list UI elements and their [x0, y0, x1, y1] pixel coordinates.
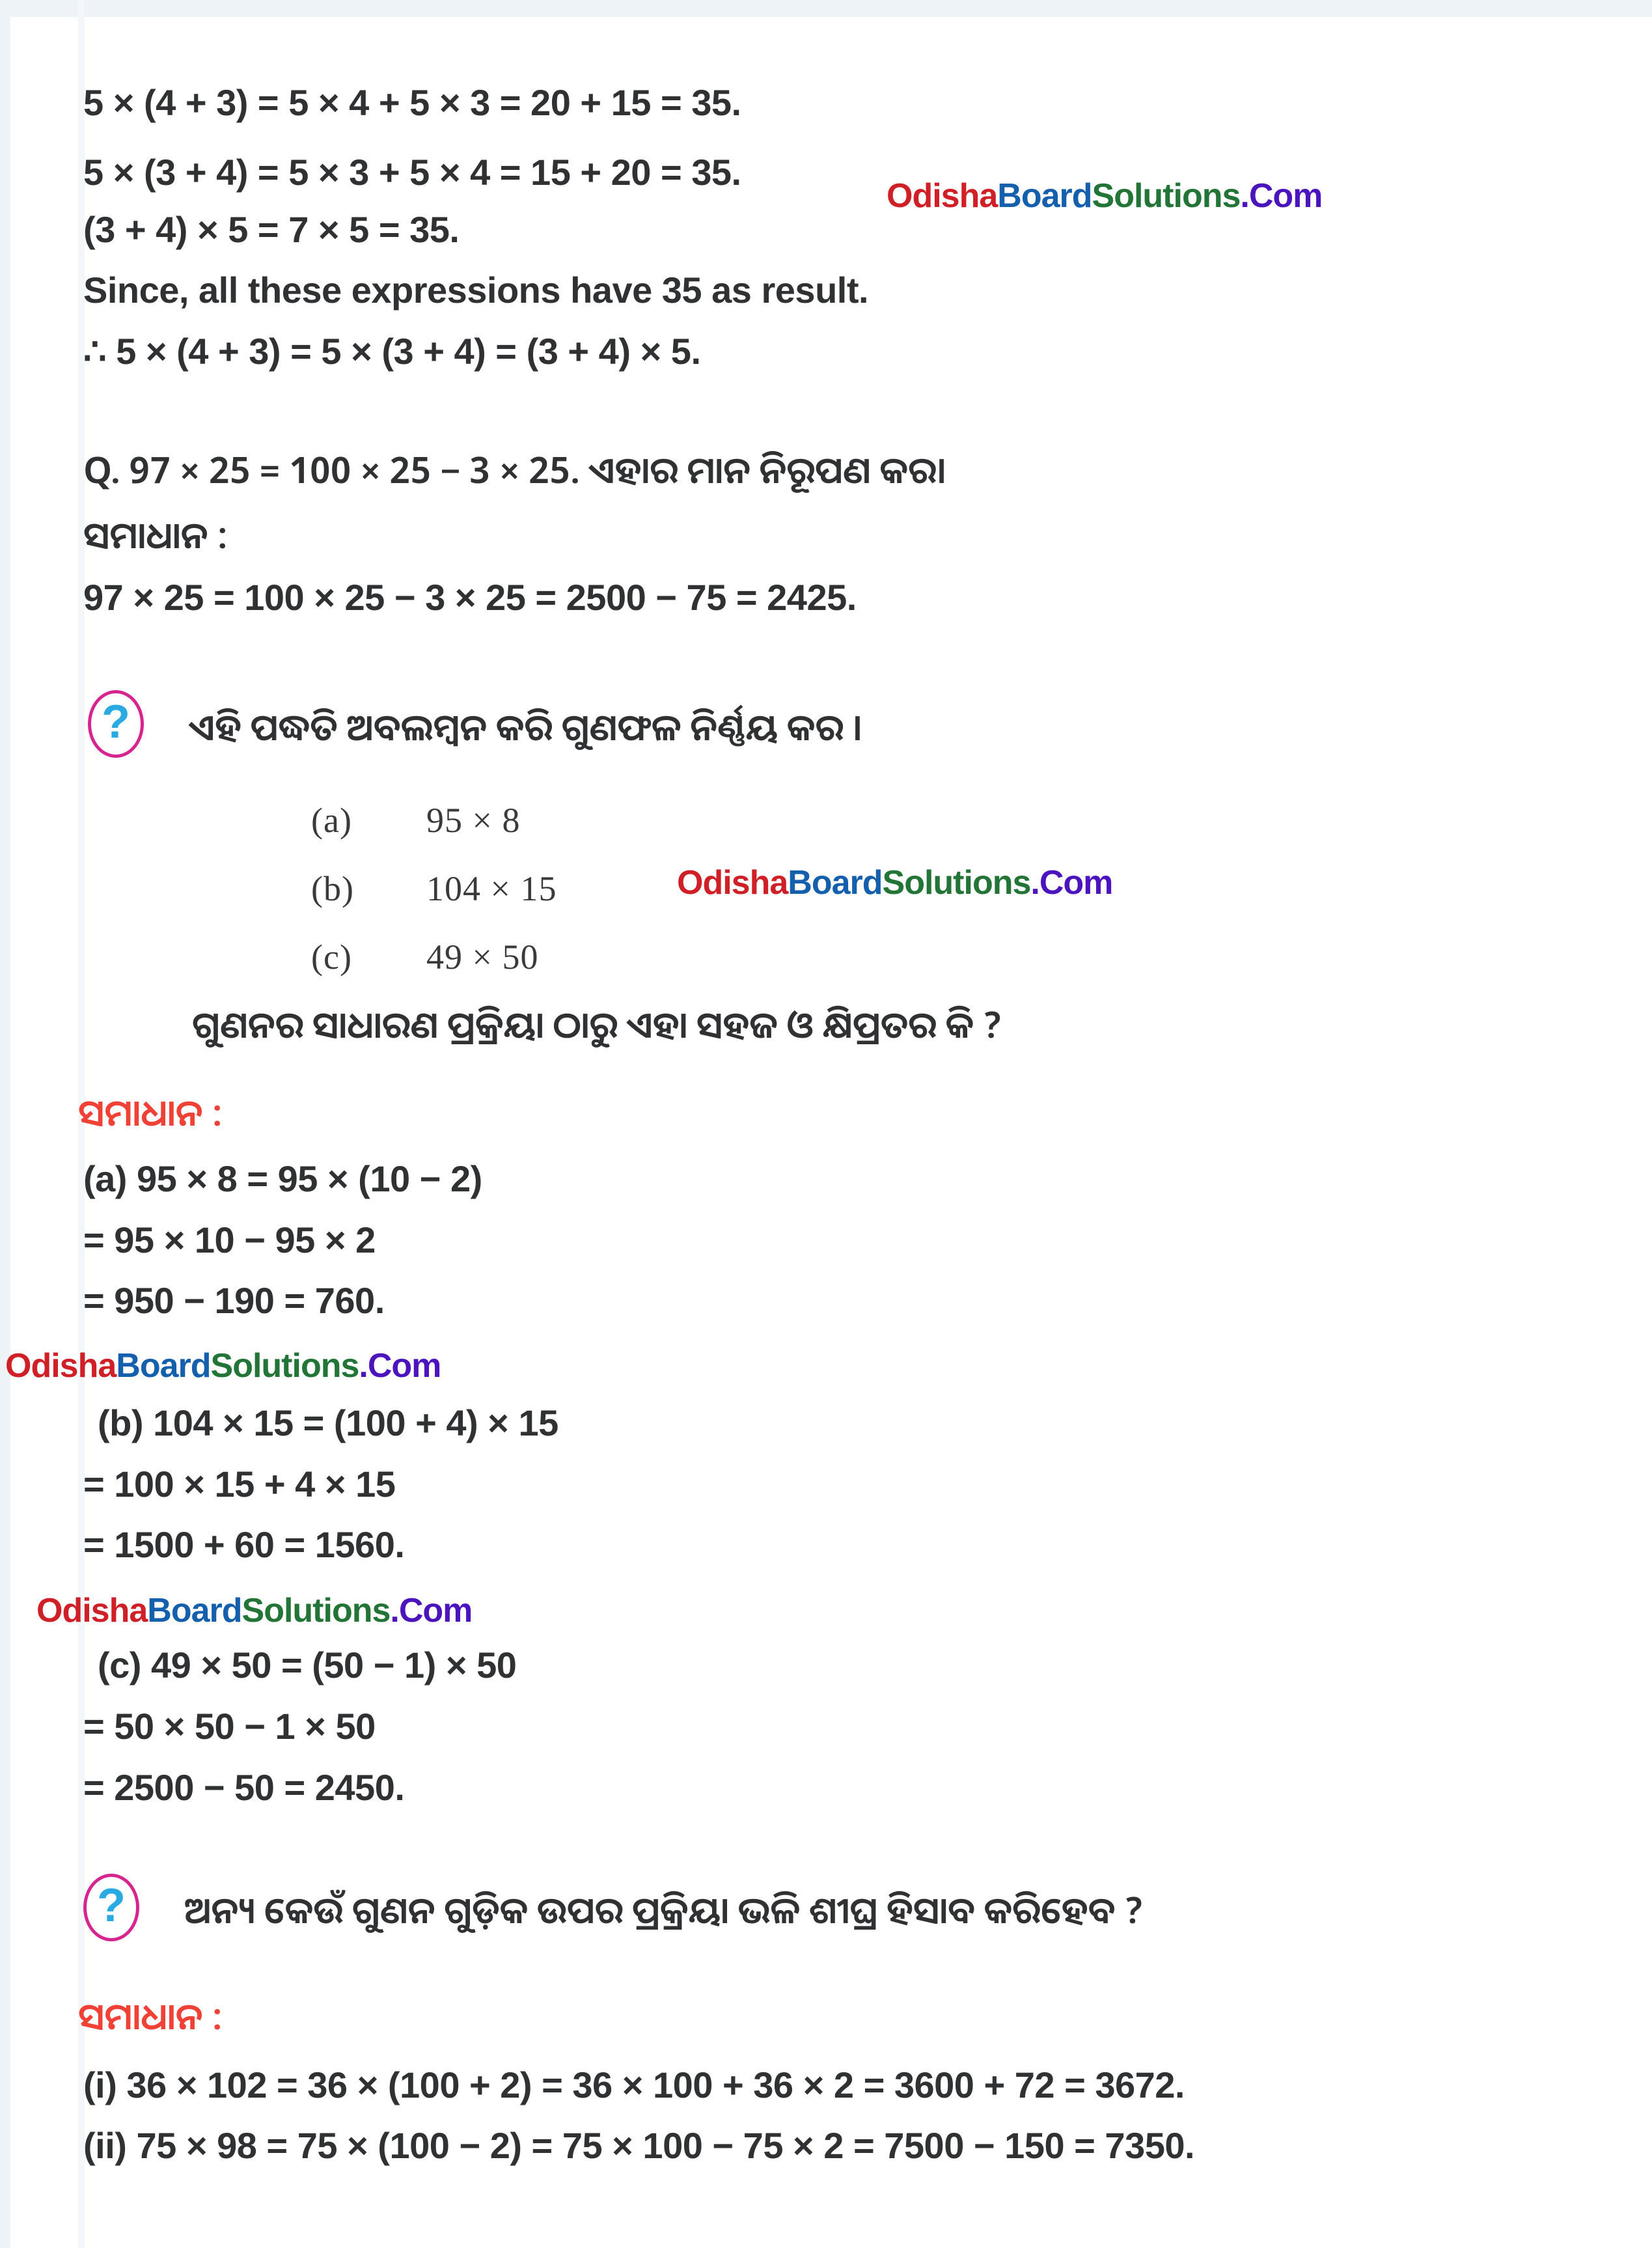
watermark-part-solutions: Solutions: [210, 1347, 359, 1385]
activity-1-solution-b-line-3: = 1500 + 60 = 1560.: [83, 1524, 405, 1565]
activity-1-solution-label: ସମାଧାନ :: [78, 1087, 223, 1137]
activity-1-solution-c-line-2: = 50 × 50 − 1 × 50: [83, 1706, 376, 1747]
watermark-part-board: Board: [997, 177, 1092, 215]
watermark-part-solutions: Solutions: [1092, 177, 1241, 215]
watermark-left-margin-lower: [36, 1594, 472, 1628]
question-icon-glyph: ?: [102, 696, 130, 748]
watermark-top-right: [887, 179, 1322, 213]
activity-2-prompt: ଅନ୍ୟ କେଉଁ ଗୁଣନ ଗୁଡ଼ିକ ଉପର ପ୍ରକ୍ରିୟା ଭଳି ଶୀଘ୍ର ହିସାବ କରିହେବ ?: [184, 1885, 1144, 1934]
watermark-mid-right: [677, 866, 1112, 900]
question-icon-glyph: ?: [97, 1880, 126, 1932]
watermark-part-odisha: Odisha: [677, 864, 788, 902]
activity-2-solution-line-1: (i) 36 × 102 = 36 × (100 + 2) = 36 × 100 + 36 × 2 = 3600 + 72 = 3672.: [83, 2064, 1185, 2105]
watermark-part-board: Board: [147, 1592, 242, 1630]
question-mark-icon-secondary: [83, 1874, 139, 1941]
activity-1-item-label-b: (b): [311, 869, 354, 908]
intro-line-4: Since, all these expressions have 35 as result.: [83, 270, 869, 311]
activity-1-followup: ଗୁଣନର ସାଧାରଣ ପ୍ରକ୍ରିୟା ଠାରୁ ଏହା ସହଜ ଓ କ୍ଷିପ୍ରତର କି ?: [192, 999, 1002, 1049]
watermark-part-board: Board: [788, 864, 883, 902]
activity-1-solution-a-line-3: = 950 − 190 = 760.: [83, 1280, 385, 1321]
question-q-prompt: Q. 97 × 25 = 100 × 25 − 3 × 25. ଏହାର ମାନ ନିରୂପଣ କର।: [83, 445, 947, 494]
activity-1-solution-c-line-3: = 2500 − 50 = 2450.: [83, 1767, 405, 1808]
intro-line-5: ∴ 5 × (4 + 3) = 5 × (3 + 4) = (3 + 4) × 5.: [83, 331, 701, 372]
watermark-part-com: .Com: [1240, 177, 1323, 215]
watermark-part-odisha: Odisha: [887, 177, 998, 215]
watermark-part-odisha: Odisha: [5, 1347, 117, 1385]
activity-1-solution-b-line-1: (b) 104 × 15 = (100 + 4) × 15: [98, 1402, 558, 1443]
activity-1-solution-a-line-2: = 95 × 10 − 95 × 2: [83, 1219, 376, 1260]
watermark-part-odisha: Odisha: [36, 1592, 148, 1630]
activity-1-item-label-c: (c): [311, 937, 352, 977]
watermark-part-board: Board: [116, 1347, 211, 1385]
intro-line-3: (3 + 4) × 5 = 7 × 5 = 35.: [83, 209, 460, 250]
activity-1-item-expression-b: 104 × 15: [426, 869, 557, 908]
activity-1-solution-c-line-1: (c) 49 × 50 = (50 − 1) × 50: [98, 1644, 517, 1686]
activity-1-solution-a-line-1: (a) 95 × 8 = 95 × (10 − 2): [83, 1158, 482, 1199]
activity-2-solution-label: ସମାଧାନ :: [78, 1991, 223, 2040]
activity-1-item-expression-a: 95 × 8: [426, 801, 521, 840]
watermark-part-solutions: Solutions: [241, 1592, 391, 1630]
intro-line-2: 5 × (3 + 4) = 5 × 3 + 5 × 4 = 15 + 20 = 35.: [83, 152, 741, 193]
intro-line-1: 5 × (4 + 3) = 5 × 4 + 5 × 3 = 20 + 15 = 35.: [83, 82, 741, 123]
watermark-part-com: .Com: [390, 1592, 473, 1630]
watermark-part-com: .Com: [1030, 864, 1113, 902]
watermark-part-com: .Com: [359, 1347, 441, 1385]
question-mark-icon: [88, 690, 144, 758]
watermark-left-margin-upper: [5, 1349, 441, 1383]
activity-1-prompt: ଏହି ପଦ୍ଧତି ଅବଲମ୍ବନ କରି ଗୁଣଫଳ ନିର୍ଣ୍ଣୟ କର ।: [189, 702, 863, 751]
activity-2-solution-line-2: (ii) 75 × 98 = 75 × (100 − 2) = 75 × 100 − 75 × 2 = 7500 − 150 = 7350.: [83, 2125, 1195, 2166]
question-q-solution-line: 97 × 25 = 100 × 25 − 3 × 25 = 2500 − 75 = 2425.: [83, 577, 857, 618]
activity-1-item-label-a: (a): [311, 801, 352, 840]
activity-1-item-expression-c: 49 × 50: [426, 937, 539, 977]
activity-1-solution-b-line-2: = 100 × 15 + 4 × 15: [83, 1464, 396, 1505]
watermark-part-solutions: Solutions: [882, 864, 1031, 902]
question-q-solution-label: ସମାଧାନ :: [83, 510, 228, 559]
